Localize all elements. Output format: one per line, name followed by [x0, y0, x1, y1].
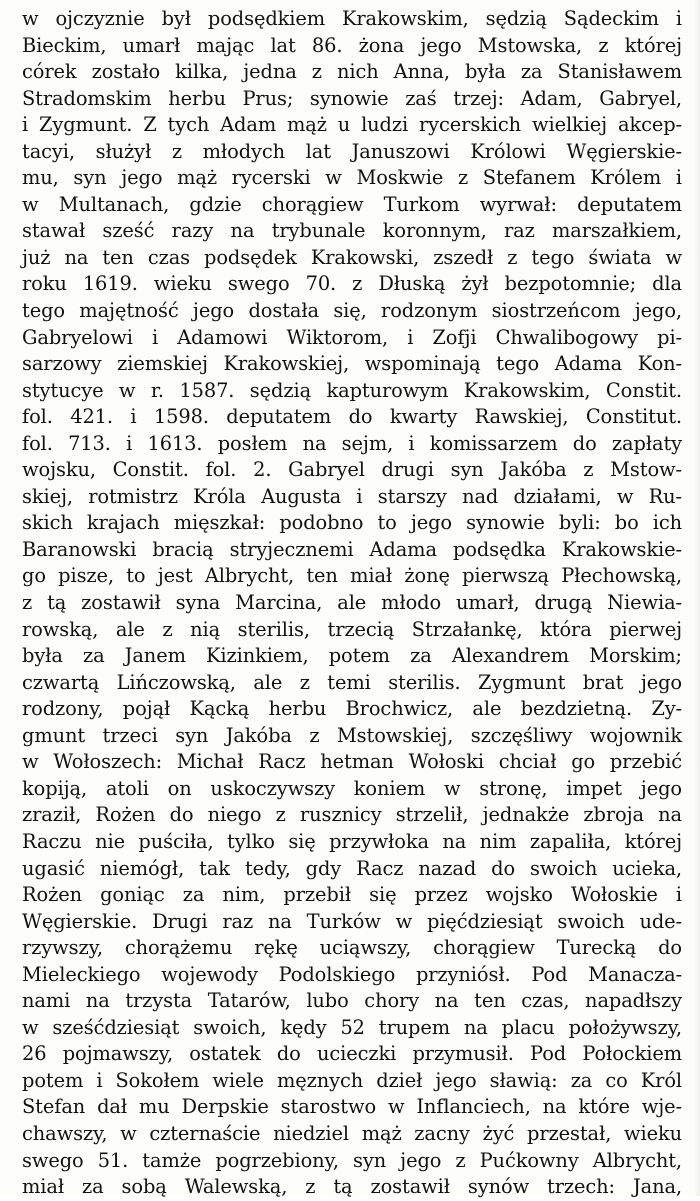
- text-line: fol. 713. i 1613. posłem na sejm, i komissarzem do zapłaty: [22, 431, 682, 455]
- text-line: Stradomskim herbu Prus; synowie zaś trzej: Adam, Gabryel,: [22, 86, 682, 110]
- text-line: sarzowy ziemskiej Krakowskiej, wspominają tego Adama Kon-: [22, 352, 682, 376]
- text-line: Raczu nie puściła, tylko się przywłoka na nim zapaliła, której: [22, 829, 682, 853]
- page-edge-shadow: [694, 0, 700, 1196]
- text-line: swego 51. tamże pogrzebiony, syn jego z Pućkowny Albrycht,: [22, 1148, 682, 1172]
- text-line: 26 pojmawszy, ostatek do ucieczki przymusił. Pod Połockiem: [22, 1042, 682, 1066]
- text-line: Baranowski bracią stryjecznemi Adama podsędka Krakowskie-: [22, 537, 682, 561]
- text-line: roku 1619. wieku swego 70. z Dłuską żył bezpotomnie; dla: [22, 272, 682, 296]
- text-line: z tą zostawił syna Marcina, ale młodo umarł, drugą Niewia-: [22, 591, 682, 615]
- text-line: w Wołoszech: Michał Racz hetman Wołoski chciał go przebić: [22, 750, 682, 774]
- text-line: Rożen goniąc za nim, przebił się przez wojsko Wołoskie i: [22, 883, 682, 907]
- text-line: rodzony, pojął Kącką herbu Brochwicz, ale bezdzietną. Zy-: [22, 697, 682, 721]
- text-line: w ojczyznie był podsędkiem Krakowskim, sędzią Sądeckim i: [22, 7, 682, 30]
- text-line: skich krajach mięszkał: podobno to jego synowie byli: bo ich: [22, 511, 682, 535]
- text-line: nami na trzysta Tatarów, lubo chory na ten czas, napadłszy: [22, 989, 682, 1013]
- text-line: Mieleckiego wojewody Podolskiego przyniósł. Pod Manacza-: [22, 962, 682, 986]
- text-line: chawszy, w czternaście niedziel mąż zacny żyć przestał, wieku: [22, 1121, 682, 1145]
- text-line: kopiją, atoli on uskoczywszy koniem w stronę, impet jego: [22, 776, 682, 800]
- text-line: Stefan dał mu Derpskie starostwo w Inflanciech, na które wje-: [22, 1095, 682, 1119]
- text-line: i Zygmunt. Z tych Adam mąż u ludzi rycerskich wielkiej akcep-: [22, 113, 682, 137]
- text-line: w Multanach, gdzie chorągiew Turkom wyrwał: deputatem: [22, 192, 682, 216]
- text-line: wojsku, Constit. fol. 2. Gabryel drugi syn Jakóba z Mstow-: [22, 458, 682, 482]
- body-text: [22, 6, 682, 1201]
- text-line: rzywszy, chorążemu rękę uciąwszy, chorągiew Turecką do: [22, 936, 682, 960]
- text-line: w sześćdziesiąt swoich, kędy 52 trupem na placu położywszy,: [22, 1015, 682, 1039]
- text-line: stytucye w r. 1587. sędzią kapturowym Krakowskim, Constit.: [22, 378, 682, 402]
- text-line: Bieckim, umarł mając lat 86. żona jego Mstowska, z której: [22, 33, 682, 57]
- text-line: skiej, rotmistrz Króla Augusta i starszy nad działami, w Ru-: [22, 484, 682, 508]
- text-line: rowską, ale z nią sterilis, trzecią Strzałankę, która pierwej: [22, 617, 682, 641]
- text-line: gmunt trzeci syn Jakóba z Mstowskiej, szczęśliwy wojownik: [22, 723, 682, 747]
- text-line: go pisze, to jest Albrycht, ten miał żonę pierwszą Płechowską,: [22, 564, 682, 588]
- text-line: była za Janem Kizinkiem, potem za Alexandrem Morskim;: [22, 644, 682, 668]
- text-line: tacyi, służył z młodych lat Januszowi Królowi Węgierskie-: [22, 139, 682, 163]
- text-line: stawał sześć razy na trybunale koronnym, raz marszałkiem,: [22, 219, 682, 243]
- text-line: córek zostało kilka, jedna z nich Anna, była za Stanisławem: [22, 60, 682, 84]
- text-line: tego majętność jego dostała się, rodzonym siostrzeńcom jego,: [22, 299, 682, 323]
- text-line: Gabryelowi i Adamowi Wiktorom, i Zofji Chwalibogowy pi-: [22, 325, 682, 349]
- text-line: Węgierskie. Drugi raz na Turków w pięćdziesiąt swoich ude-: [22, 909, 682, 933]
- text-line: ugasić niemógł, tak tedy, gdy Racz nazad do swoich ucieka,: [22, 856, 682, 880]
- text-line: fol. 421. i 1598. deputatem do kwarty Rawskiej, Constitut.: [22, 405, 682, 429]
- text-line: już na ten czas podsędek Krakowski, zszedł z tego świata w: [22, 245, 682, 269]
- text-line: mu, syn jego mąż rycerski w Moskwie z Stefanem Królem i: [22, 166, 682, 190]
- text-line: zraził, Rożen do niego z rusznicy strzelił, jednakże zbroja na: [22, 803, 682, 827]
- text-line: miał za sobą Walewską, z tą zostawił synów trzech: Jana,: [22, 1175, 682, 1199]
- text-line: czwartą Lińczowską, ale z temi sterilis. Zygmunt brat jego: [22, 670, 682, 694]
- text-line: potem i Sokołem wiele męznych dzieł jego sławią: za co Król: [22, 1068, 682, 1092]
